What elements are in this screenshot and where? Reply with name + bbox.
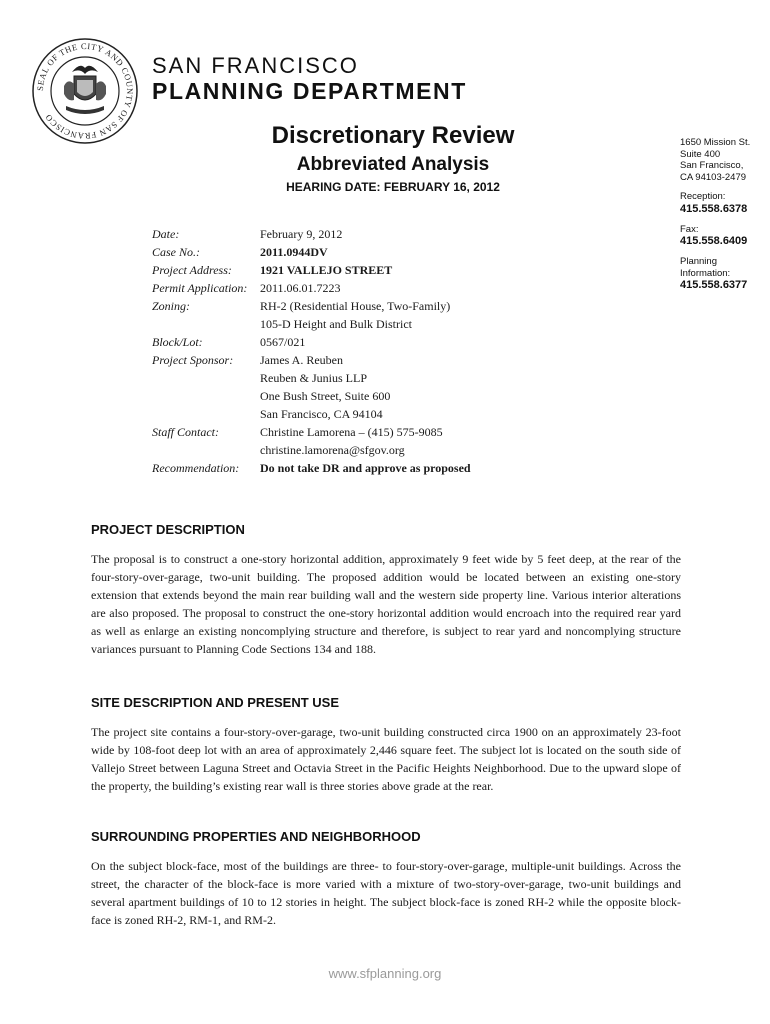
metadata-row (152, 441, 471, 459)
metadata-value: 0567/021 (260, 335, 306, 349)
department-city: SAN FRANCISCO (152, 53, 359, 78)
metadata-value: 2011.0944DV (260, 245, 328, 259)
section-heading: PROJECT DESCRIPTION (91, 522, 245, 537)
reception-label: Reception: (680, 191, 726, 202)
footer-website: www.sfplanning.org (328, 966, 442, 981)
fax-label: Fax: (680, 223, 699, 235)
metadata-row (152, 459, 471, 477)
info-phone: 415.558.6377 (680, 279, 748, 291)
metadata-row (152, 261, 471, 279)
metadata-label: Block/Lot: (152, 335, 203, 349)
reception-phone: 415.558.6378 (680, 202, 748, 215)
metadata-value: 1921 VALLEJO STREET (260, 263, 393, 277)
metadata-row (152, 279, 471, 297)
metadata-label: Staff Contact: (152, 425, 219, 439)
section-heading: SURROUNDING PROPERTIES AND NEIGHBORHOOD (91, 829, 421, 844)
section-body: The proposal is to construct a one-story horizontal addition, approximately 9 feet wide by 5 feet deep, at the rear of the four-story-over-garage, two-unit building. The proposed addition would be located between an existing one-story extension that extends beyond the main rear building wall and the western side property line. Various interior alterations are also proposed. The proposal to construct the one-story horizontal addition would encroach into the required rear yard as well as enlarge an existing noncomplying structure and therefore, is subject to rear yard and noncomplying structure variances pursuant to Planning Code Sections 134 and 188. (91, 552, 681, 656)
fax-phone: 415.558.6409 (680, 235, 748, 247)
document-title: Discretionary Review (271, 122, 515, 149)
section-heading: SITE DESCRIPTION AND PRESENT USE (91, 695, 339, 710)
metadata-row (152, 333, 471, 351)
metadata-label: Case No.: (152, 245, 200, 259)
section-site-description (91, 695, 681, 795)
metadata-label (152, 405, 260, 423)
metadata-label (152, 315, 260, 333)
metadata-value: San Francisco, CA 94104 (260, 407, 383, 421)
metadata-value: James A. Reuben (260, 353, 343, 367)
seal-text: SEAL OF THE CITY AND COUNTY OF SAN FRANCISCO (34, 40, 136, 142)
metadata-row (152, 423, 471, 441)
metadata-label: Date: (152, 227, 180, 241)
metadata-row (152, 315, 471, 333)
metadata-label: Permit Application: (152, 281, 248, 295)
address-line: CA 94103-2479 (680, 171, 747, 183)
metadata-value: 105-D Height and Bulk District (260, 317, 412, 331)
address-line: Suite 400 (680, 148, 721, 160)
contact-block (680, 137, 770, 292)
metadata-row (152, 405, 471, 423)
section-project-description (91, 522, 681, 658)
metadata-value: RH-2 (Residential House, Two-Family) (260, 299, 451, 313)
metadata-row (152, 351, 471, 369)
metadata-value: Do not take DR and approve as proposed (260, 461, 471, 475)
info-label: Information: (680, 267, 731, 279)
section-body: The project site contains a four-story-over-garage, two-unit building constructed circa 1900 on an approximately 23-foot wide by 108-foot deep lot with an area of approximately 2,446 square feet. The subject lot is located on the south side of Vallejo Street between Laguna Street and Octavia Street in the Pacific Heights Neighborhood. Due to the upward slope of the property, the building’s existing rear wall is three stories above grade at the rear. (91, 725, 681, 793)
section-body: On the subject block-face, most of the buildings are three- to four-story-over-garage, multiple-unit buildings. Across the street, the character of the block-face is more varied with a mixture of two-story-over-garage, two-unit buildings and several apartment buildings of 10 to 12 stories in height. The subject block-face is zoned RH-2 while the opposite block-face is zoned RH-2, RM-1, and RM-2. (91, 859, 681, 927)
metadata-label (152, 441, 260, 459)
metadata-value: One Bush Street, Suite 600 (260, 389, 391, 403)
metadata-value: Christine Lamorena – (415) 575-9085 (260, 425, 443, 439)
case-metadata (152, 225, 471, 477)
metadata-value: February 9, 2012 (260, 227, 343, 241)
address-line: San Francisco, (680, 160, 744, 171)
metadata-value: Reuben & Junius LLP (260, 371, 367, 385)
metadata-row (152, 225, 471, 243)
metadata-label: Zoning: (152, 299, 191, 313)
document-subtitle: Abbreviated Analysis (296, 154, 490, 175)
info-label: Planning (680, 256, 717, 267)
address-line: 1650 Mission St. (680, 137, 751, 148)
metadata-row (152, 369, 471, 387)
metadata-label: Project Address: (152, 263, 232, 277)
city-seal-icon (30, 36, 140, 146)
metadata-label (152, 369, 260, 387)
metadata-value: 2011.06.01.7223 (260, 281, 341, 295)
section-surrounding-properties (91, 829, 681, 929)
department-name: PLANNING DEPARTMENT (152, 78, 467, 104)
metadata-row (152, 387, 471, 405)
metadata-value: christine.lamorena@sfgov.org (260, 443, 405, 457)
metadata-label: Project Sponsor: (152, 353, 234, 367)
metadata-row (152, 243, 471, 261)
metadata-label: Recommendation: (152, 461, 240, 475)
hearing-date: HEARING DATE: FEBRUARY 16, 2012 (286, 180, 500, 194)
metadata-label (152, 387, 260, 405)
metadata-row (152, 297, 471, 315)
